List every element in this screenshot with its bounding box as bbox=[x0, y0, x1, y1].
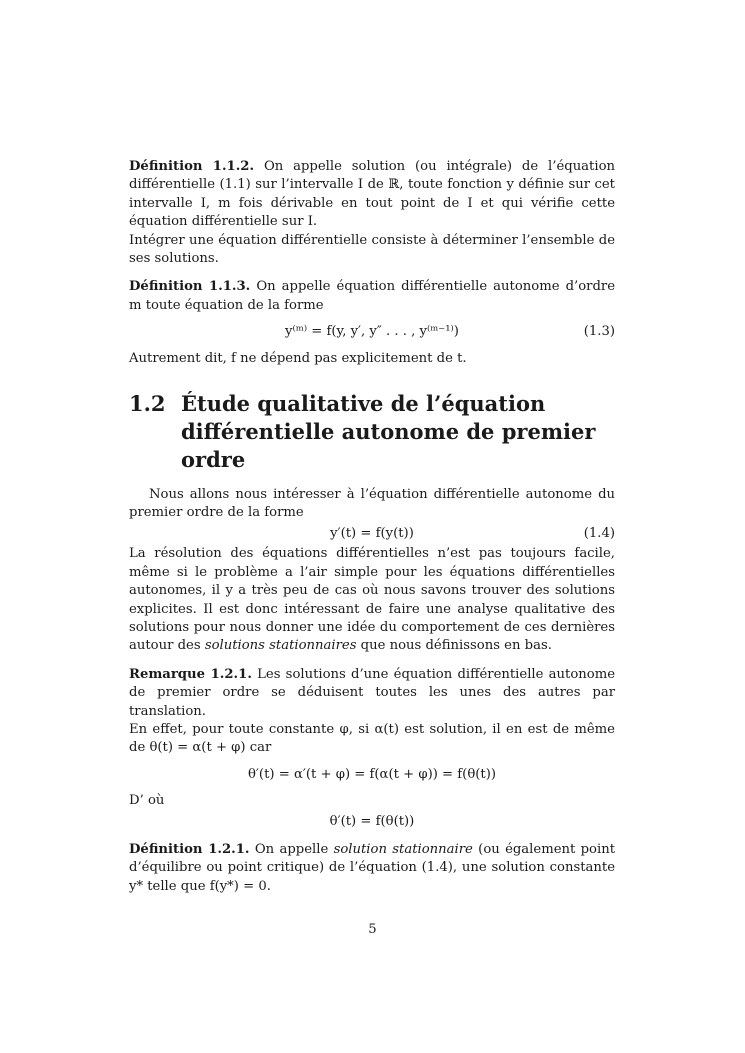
paragraph-text: que nous définissons en bas. bbox=[360, 638, 552, 654]
remark-text: Les solutions d’une équation différentielle autonome de premier ordre se déduisent toutes les unes des autres par translation. bbox=[129, 666, 615, 719]
equation-1-3 bbox=[129, 323, 615, 341]
section-heading bbox=[129, 390, 615, 474]
equation-body: θ′(t) = α′(t + φ) = f(α(t + φ)) = f(θ(t)) bbox=[247, 766, 496, 782]
page-body bbox=[129, 158, 615, 896]
section-title: Étude qualitative de l’équation différentielle autonome de premier ordre bbox=[181, 391, 596, 473]
definition-label: Définition 1.1.3. bbox=[129, 279, 251, 295]
equation-body: y′(t) = f(y(t)) bbox=[330, 525, 414, 541]
definition-1-1-2 bbox=[129, 158, 615, 232]
section-number: 1.2 bbox=[129, 391, 166, 417]
definition-text: On appelle bbox=[254, 841, 329, 857]
equation-theta bbox=[129, 813, 615, 831]
remark-label: Remarque 1.2.1. bbox=[129, 666, 252, 682]
page-number: 5 bbox=[368, 922, 377, 937]
definition-text: (ou également point d’équilibre ou point critique) de l’équation (1.4), une solution constante y* telle que f(y*) = 0. bbox=[129, 841, 616, 894]
equation-1-4 bbox=[129, 525, 615, 543]
definition-1-2-1 bbox=[129, 841, 615, 896]
paragraph-text: La résolution des équations différentielles n’est pas toujours facile, même si le problème a l’air simple pour les équations différentielles autonomes, il y a très peu de cas où nous savons trouver des solutions explicites. Il est donc intéressant de faire une analyse qualitative des solutions pour nous donner une idée du comportement de ces dernières autour des bbox=[129, 546, 615, 654]
equation-body: y⁽ᵐ⁾ = f(y, y′, y″ . . . , y⁽ᵐ⁻¹⁾) bbox=[285, 324, 459, 340]
definition-1-1-3 bbox=[129, 278, 615, 315]
remark-1-2-1 bbox=[129, 666, 615, 721]
dou-text: D’ où bbox=[129, 793, 165, 809]
equation-theta-derivative bbox=[129, 766, 615, 784]
definition-label: Définition 1.1.2. bbox=[129, 159, 255, 174]
equation-number: (1.4) bbox=[583, 525, 615, 541]
definition-label: Définition 1.2.1. bbox=[129, 841, 250, 857]
resolution-paragraph bbox=[129, 545, 615, 655]
equation-body: θ′(t) = f(θ(t)) bbox=[329, 813, 415, 829]
definition-text: On appelle solution (ou intégrale) de l’équation différentielle (1.1) sur l’intervalle I de ℝ, toute fonction y définie sur cet intervalle I, m fois dérivable en tout point de I et qui vérifie cette équation différentielle sur I. bbox=[129, 159, 615, 230]
intro-paragraph: Nous allons nous intéresser à l’équation différentielle autonome du premier ordre de la forme bbox=[129, 487, 615, 521]
emphasis-text: solutions stationnaires bbox=[204, 638, 357, 654]
definition-1-1-2-continued: Intégrer une équation différentielle consiste à déterminer l’ensemble de ses solutions. bbox=[129, 232, 615, 267]
emphasis-text: solution stationnaire bbox=[333, 841, 473, 857]
equation-number: (1.3) bbox=[583, 324, 615, 340]
remark-continued: En effet, pour toute constante φ, si α(t) est solution, il en est de même de θ(t) = α(t + φ) car bbox=[129, 721, 615, 756]
paragraph-autrement: Autrement dit, f ne dépend pas explicitement de t. bbox=[129, 350, 467, 366]
definition-text: On appelle équation différentielle autonome d’ordre m toute équation de la forme bbox=[129, 279, 616, 313]
